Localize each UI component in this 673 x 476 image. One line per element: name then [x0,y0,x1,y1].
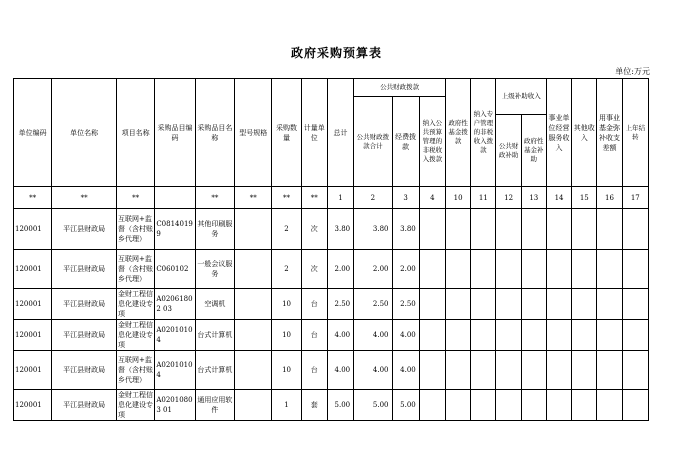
empty-cell [496,250,521,289]
empty-cell [419,289,445,320]
hdr-other-income: 其他收入 [572,79,597,187]
pf-total-cell: 4.00 [354,351,392,390]
empty-cell [521,250,546,289]
measure-cell: 次 [301,250,327,289]
item-code-cell: C060102 [155,250,195,289]
unit-code-cell: 120001 [14,320,52,351]
hdr-qty: 采购数量 [272,79,301,187]
funding-cell: 4.00 [392,351,419,390]
index-cell: ** [272,187,301,209]
empty-cell [572,320,597,351]
spec-cell [235,289,272,320]
qty-cell: 10 [272,351,301,390]
table-row [14,289,649,320]
unit-name-cell: 平江县财政局 [52,250,117,289]
hdr-item-name: 采购品目名称 [195,79,234,187]
unit-code-cell: 120001 [14,351,52,390]
unit-code-cell: 120001 [14,289,52,320]
table-row [14,320,649,351]
empty-cell [521,289,546,320]
index-row [14,187,649,209]
empty-cell [572,209,597,250]
empty-cell [471,390,496,421]
hdr-budget-mgmt: 纳入公共预算管理的非税收入拨款 [419,97,445,187]
empty-cell [419,209,445,250]
funding-cell: 3.80 [392,209,419,250]
hdr-unit-name: 单位名称 [52,79,117,187]
index-cell: 13 [521,187,546,209]
funding-cell: 2.00 [392,250,419,289]
empty-cell [521,209,546,250]
hdr-total: 总计 [327,79,353,187]
unit-name-cell: 平江县财政局 [52,351,117,390]
qty-cell: 1 [272,390,301,421]
empty-cell [445,390,470,421]
index-cell: ** [235,187,272,209]
empty-cell [419,390,445,421]
total-cell: 2.50 [327,289,353,320]
index-cell: 17 [622,187,648,209]
measure-cell: 次 [301,209,327,250]
index-cell: ** [195,187,234,209]
project-cell: 金财工程信息化建设专项 [117,290,153,318]
empty-cell [471,320,496,351]
index-cell: 1 [327,187,353,209]
empty-cell [597,320,622,351]
empty-cell [622,209,648,250]
funding-cell: 5.00 [392,390,419,421]
empty-cell [597,289,622,320]
total-cell: 5.00 [327,390,353,421]
hdr-project-name: 项目名称 [116,79,154,187]
empty-cell [597,390,622,421]
item-code-cell: A02010104 [155,351,195,390]
unit-label: 单位:万元 [615,67,650,76]
project-cell: 金财工程信息化建设专项 [117,321,153,349]
total-cell: 4.00 [327,351,353,390]
qty-cell: 10 [272,320,301,351]
total-cell: 2.00 [327,250,353,289]
project-cell: 互联网+监督（含村账乡代理） [116,351,154,390]
empty-cell [622,289,648,320]
index-cell: 14 [546,187,571,209]
empty-cell [546,209,571,250]
empty-cell [419,320,445,351]
empty-cell [546,351,571,390]
pf-total-cell: 2.00 [354,250,392,289]
project-cell: 互联网+监督（含村账乡代理） [116,209,154,250]
funding-cell: 4.00 [392,320,419,351]
measure-cell: 台 [301,351,327,390]
spec-cell [235,320,272,351]
measure-cell: 台 [301,320,327,351]
unit-name-cell: 平江县财政局 [52,320,117,351]
empty-cell [597,250,622,289]
table-row [14,390,649,421]
empty-cell [496,289,521,320]
qty-cell: 10 [272,289,301,320]
hdr-business-income: 事业单位经营服务收入 [546,79,571,187]
empty-cell [445,351,470,390]
hdr-funding: 经费拨款 [392,97,419,187]
empty-cell [471,209,496,250]
hdr-superior-subsidy: 上级补助收入 [496,79,546,115]
spec-cell [235,351,272,390]
index-cell [155,187,195,209]
measure-cell: 套 [301,390,327,421]
pf-total-cell: 2.50 [354,289,392,320]
spec-cell [235,250,272,289]
hdr-measure-unit: 计量单位 [301,79,327,187]
item-name-cell: 空调机 [195,289,234,320]
empty-cell [419,351,445,390]
total-cell: 4.00 [327,320,353,351]
hdr-fund-supplement: 用事业基金弥补收支差额 [597,79,622,187]
unit-code-cell: 120001 [14,209,52,250]
empty-cell [445,209,470,250]
empty-cell [622,320,648,351]
spec-cell [235,209,272,250]
empty-cell [572,351,597,390]
empty-cell [445,289,470,320]
unit-code-cell: 120001 [14,250,52,289]
empty-cell [622,250,648,289]
hdr-gov-fund-subsidy: 政府性基金补助 [521,115,546,187]
index-cell: 15 [572,187,597,209]
empty-cell [597,351,622,390]
project-cell: 互联网+监督（含村账乡代理） [116,250,154,289]
empty-cell [521,320,546,351]
empty-cell [546,289,571,320]
unit-code-cell: 120001 [14,390,52,421]
empty-cell [546,250,571,289]
item-name-cell: 一般会议服务 [195,250,234,289]
hdr-unit-code: 单位编码 [14,79,52,187]
item-name-cell: 通用应用软件 [195,390,234,421]
hdr-public-finance: 公共财政拨款 [354,79,446,97]
empty-cell [521,351,546,390]
empty-cell [597,209,622,250]
qty-cell: 2 [272,250,301,289]
qty-cell: 2 [272,209,301,250]
hdr-special-mgmt: 纳入专户管理的非税收入拨款 [471,79,496,187]
hdr-pf-total: 公共财政拨款合计 [354,97,392,187]
index-cell: ** [301,187,327,209]
empty-cell [419,250,445,289]
empty-cell [471,250,496,289]
item-code-cell: C08140199 [155,209,195,250]
index-cell: 10 [445,187,470,209]
empty-cell [546,320,571,351]
unit-name-cell: 平江县财政局 [52,289,117,320]
empty-cell [622,351,648,390]
item-code-cell: A02010104 [155,320,195,351]
index-cell: 3 [392,187,419,209]
empty-cell [496,351,521,390]
item-name-cell: 台式计算机 [195,351,234,390]
empty-cell [572,390,597,421]
hdr-model-spec: 型号规格 [235,79,272,187]
empty-cell [496,320,521,351]
item-name-cell: 其他印刷服务 [195,209,234,250]
pf-total-cell: 5.00 [354,390,392,421]
index-cell: ** [52,187,117,209]
empty-cell [572,289,597,320]
pf-total-cell: 3.80 [354,209,392,250]
empty-cell [622,390,648,421]
empty-cell [471,289,496,320]
procurement-budget-table [13,78,649,421]
index-cell: 12 [496,187,521,209]
empty-cell [496,209,521,250]
empty-cell [521,390,546,421]
empty-cell [445,320,470,351]
empty-cell [546,390,571,421]
empty-cell [471,351,496,390]
item-code-cell: A02010803 01 [155,390,195,421]
index-cell: ** [116,187,154,209]
page-title: 政府采购预算表 [290,46,382,60]
unit-name-cell: 平江县财政局 [52,390,117,421]
item-name-cell: 台式计算机 [195,320,234,351]
total-cell: 3.80 [327,209,353,250]
pf-total-cell: 4.00 [354,320,392,351]
funding-cell: 2.50 [392,289,419,320]
index-cell: ** [14,187,52,209]
table-row [14,351,649,390]
hdr-carryover: 上年结转 [622,79,648,187]
empty-cell [496,390,521,421]
empty-cell [572,250,597,289]
index-cell: 4 [419,187,445,209]
measure-cell: 台 [301,289,327,320]
hdr-gov-fund: 政府性基金拨款 [445,79,470,187]
index-cell: 16 [597,187,622,209]
item-code-cell: A02061802 03 [155,289,195,320]
unit-name-cell: 平江县财政局 [52,209,117,250]
project-cell: 金财工程信息化建设专项 [117,391,153,419]
hdr-pf-subsidy: 公共财政补助 [496,115,521,187]
empty-cell [445,250,470,289]
index-cell: 11 [471,187,496,209]
spec-cell [235,390,272,421]
table-row [14,250,649,289]
index-cell: 2 [354,187,392,209]
hdr-item-code: 采购品目编码 [155,79,195,187]
table-row [14,209,649,250]
